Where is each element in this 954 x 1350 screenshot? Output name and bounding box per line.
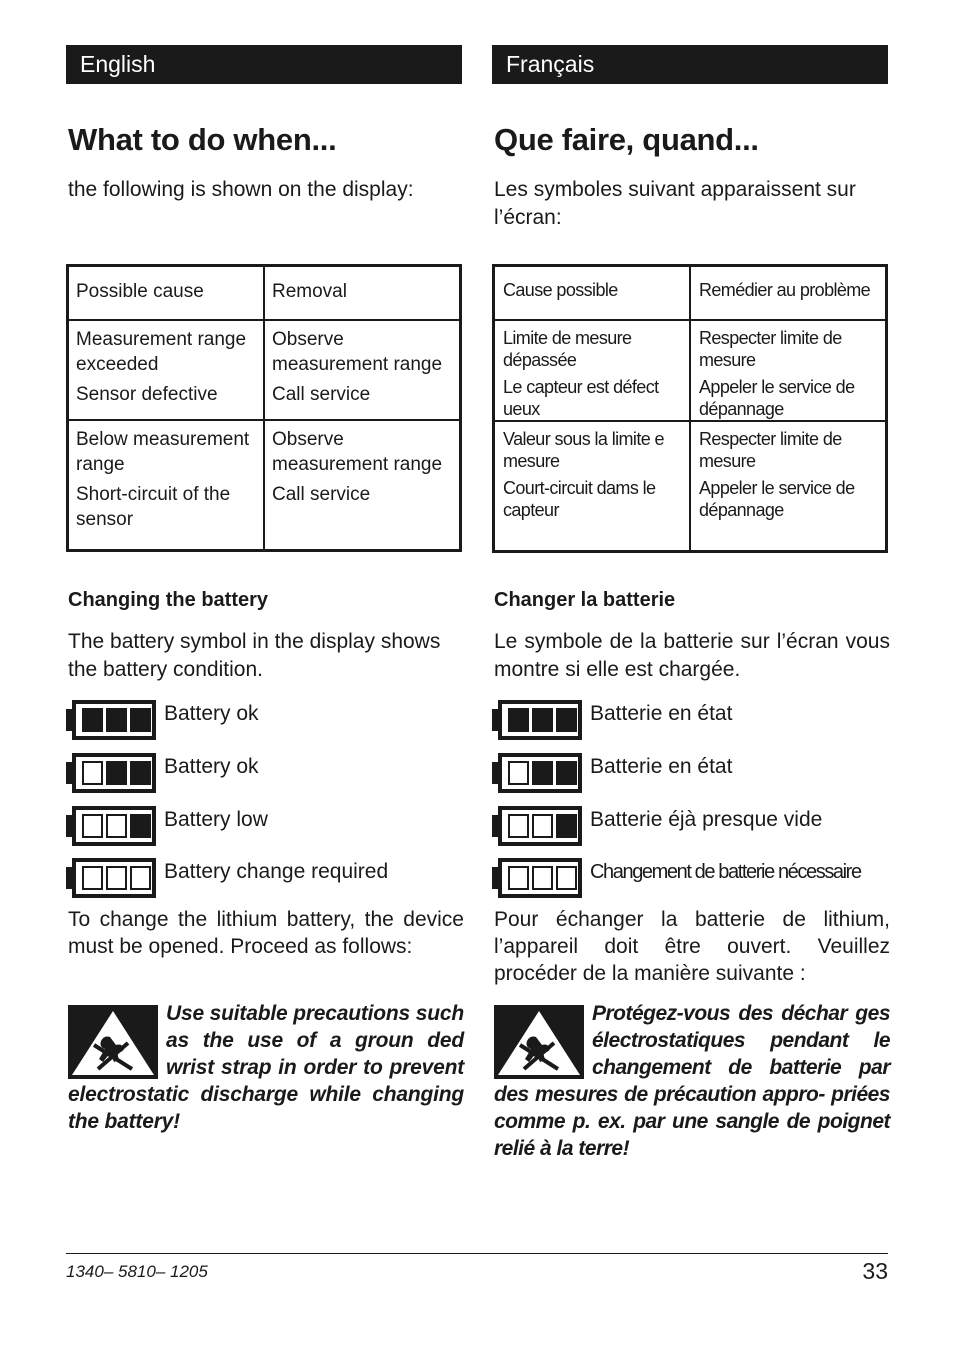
section-heading: Que faire, quand... bbox=[494, 122, 759, 157]
removal-text: Respecter limite de mesure bbox=[699, 429, 842, 471]
battery-intro: The battery symbol in the display shows the battery condition. bbox=[68, 630, 441, 681]
battery-change-instructions: To change the lithium battery, the device must be opened. Proceed as follows: bbox=[68, 908, 464, 958]
header-removal: Removal bbox=[264, 266, 461, 321]
removal-text: Appeler le service de dépannage bbox=[699, 478, 855, 520]
battery-state-label: Battery ok bbox=[164, 755, 259, 778]
cause-cell bbox=[68, 320, 265, 420]
language-bar: English bbox=[66, 45, 462, 84]
removal-cell bbox=[264, 420, 461, 551]
cause-text: Valeur sous la limite e mesure bbox=[503, 429, 664, 471]
cause-cell bbox=[68, 420, 265, 551]
battery-state-label: Batterie en état bbox=[590, 755, 733, 778]
removal-text: Call service bbox=[272, 484, 371, 505]
cause-text: Limite de mesure dépassée bbox=[503, 328, 632, 370]
removal-text: Respecter limite de mesure bbox=[699, 328, 842, 370]
cause-text: Court-circuit dams le capteur bbox=[503, 478, 656, 520]
battery-icon bbox=[492, 700, 582, 740]
table-row bbox=[68, 420, 461, 551]
battery-state-row bbox=[492, 858, 888, 902]
removal-text: Observe measurement range bbox=[272, 429, 443, 475]
battery-state-label: Changement de batterie nécessaire bbox=[590, 861, 861, 883]
battery-state-label: Battery low bbox=[164, 808, 268, 831]
table-header-row bbox=[68, 266, 461, 321]
battery-state-label: Batterie éjà presque vide bbox=[590, 808, 823, 831]
language-bar: Français bbox=[492, 45, 888, 84]
battery-intro: Le symbole de la batterie sur l’écran vous montre si elle est chargée. bbox=[494, 630, 890, 681]
header-removal: Remédier au problème bbox=[690, 266, 887, 321]
battery-state-row bbox=[66, 753, 462, 797]
esd-warning-icon bbox=[68, 1005, 158, 1079]
battery-state-row bbox=[492, 700, 888, 744]
esd-warning bbox=[68, 1000, 464, 1135]
intro-text: Les symboles suivant apparaissent sur l’écran: bbox=[494, 178, 856, 229]
header-cause: Cause possible bbox=[494, 266, 691, 321]
page-number: 33 bbox=[862, 1258, 888, 1284]
table-row bbox=[68, 320, 461, 420]
table-header-row bbox=[494, 266, 887, 321]
table-row bbox=[494, 320, 887, 421]
esd-warning bbox=[494, 1000, 890, 1162]
battery-state-label: Batterie en état bbox=[590, 702, 733, 725]
removal-cell bbox=[690, 421, 887, 552]
troubleshooting-table bbox=[492, 264, 888, 553]
battery-icon bbox=[66, 753, 156, 793]
esd-warning-icon bbox=[494, 1005, 584, 1079]
footer-divider bbox=[66, 1253, 888, 1254]
cause-text: Short-circuit of the sensor bbox=[76, 484, 231, 530]
warning-text: Protégez-vous des déchar ges électrostatiques pendant le changement de batterie par des mesures de précaution appro- priées comme p. ex. par une sangle de poignet relié à la terre! bbox=[494, 1002, 890, 1160]
troubleshooting-table bbox=[66, 264, 462, 552]
battery-state-label: Battery ok bbox=[164, 702, 259, 725]
cause-text: Le capteur est défect ueux bbox=[503, 377, 659, 419]
battery-state-row bbox=[492, 806, 888, 850]
removal-text: Appeler le service de dépannage bbox=[699, 377, 855, 419]
cause-text: Measurement range exceeded bbox=[76, 329, 247, 375]
battery-icon bbox=[492, 806, 582, 846]
battery-icon bbox=[66, 700, 156, 740]
intro-text: the following is shown on the display: bbox=[68, 178, 414, 201]
cause-text: Sensor defective bbox=[76, 384, 218, 405]
battery-state-row bbox=[66, 806, 462, 850]
battery-change-instructions: Pour échanger la batterie de lithium, l’appareil doit être ouvert. Veuillez procéder de la manière suivante : bbox=[494, 908, 890, 985]
header-cause: Possible cause bbox=[68, 266, 265, 321]
battery-state-row bbox=[492, 753, 888, 797]
battery-state-row bbox=[66, 700, 462, 744]
battery-state-row bbox=[66, 858, 462, 902]
table-row bbox=[494, 421, 887, 552]
battery-heading: Changing the battery bbox=[68, 589, 269, 611]
battery-icon bbox=[492, 753, 582, 793]
cause-cell bbox=[494, 421, 691, 552]
document-number: 1340– 5810– 1205 bbox=[66, 1262, 208, 1281]
removal-text: Call service bbox=[272, 384, 371, 405]
battery-icon bbox=[66, 858, 156, 898]
removal-cell bbox=[264, 320, 461, 420]
battery-icon bbox=[66, 806, 156, 846]
warning-text: Use suitable precautions such as the use of a groun ded wrist strap in order to prevent electrostatic discharge while changing the battery! bbox=[68, 1002, 464, 1133]
cause-cell bbox=[494, 320, 691, 421]
section-heading: What to do when... bbox=[68, 122, 337, 157]
removal-cell bbox=[690, 320, 887, 421]
battery-heading: Changer la batterie bbox=[494, 589, 676, 611]
battery-state-label: Battery change required bbox=[164, 860, 389, 883]
battery-icon bbox=[492, 858, 582, 898]
cause-text: Below measurement range bbox=[76, 429, 250, 475]
removal-text: Observe measurement range bbox=[272, 329, 443, 375]
